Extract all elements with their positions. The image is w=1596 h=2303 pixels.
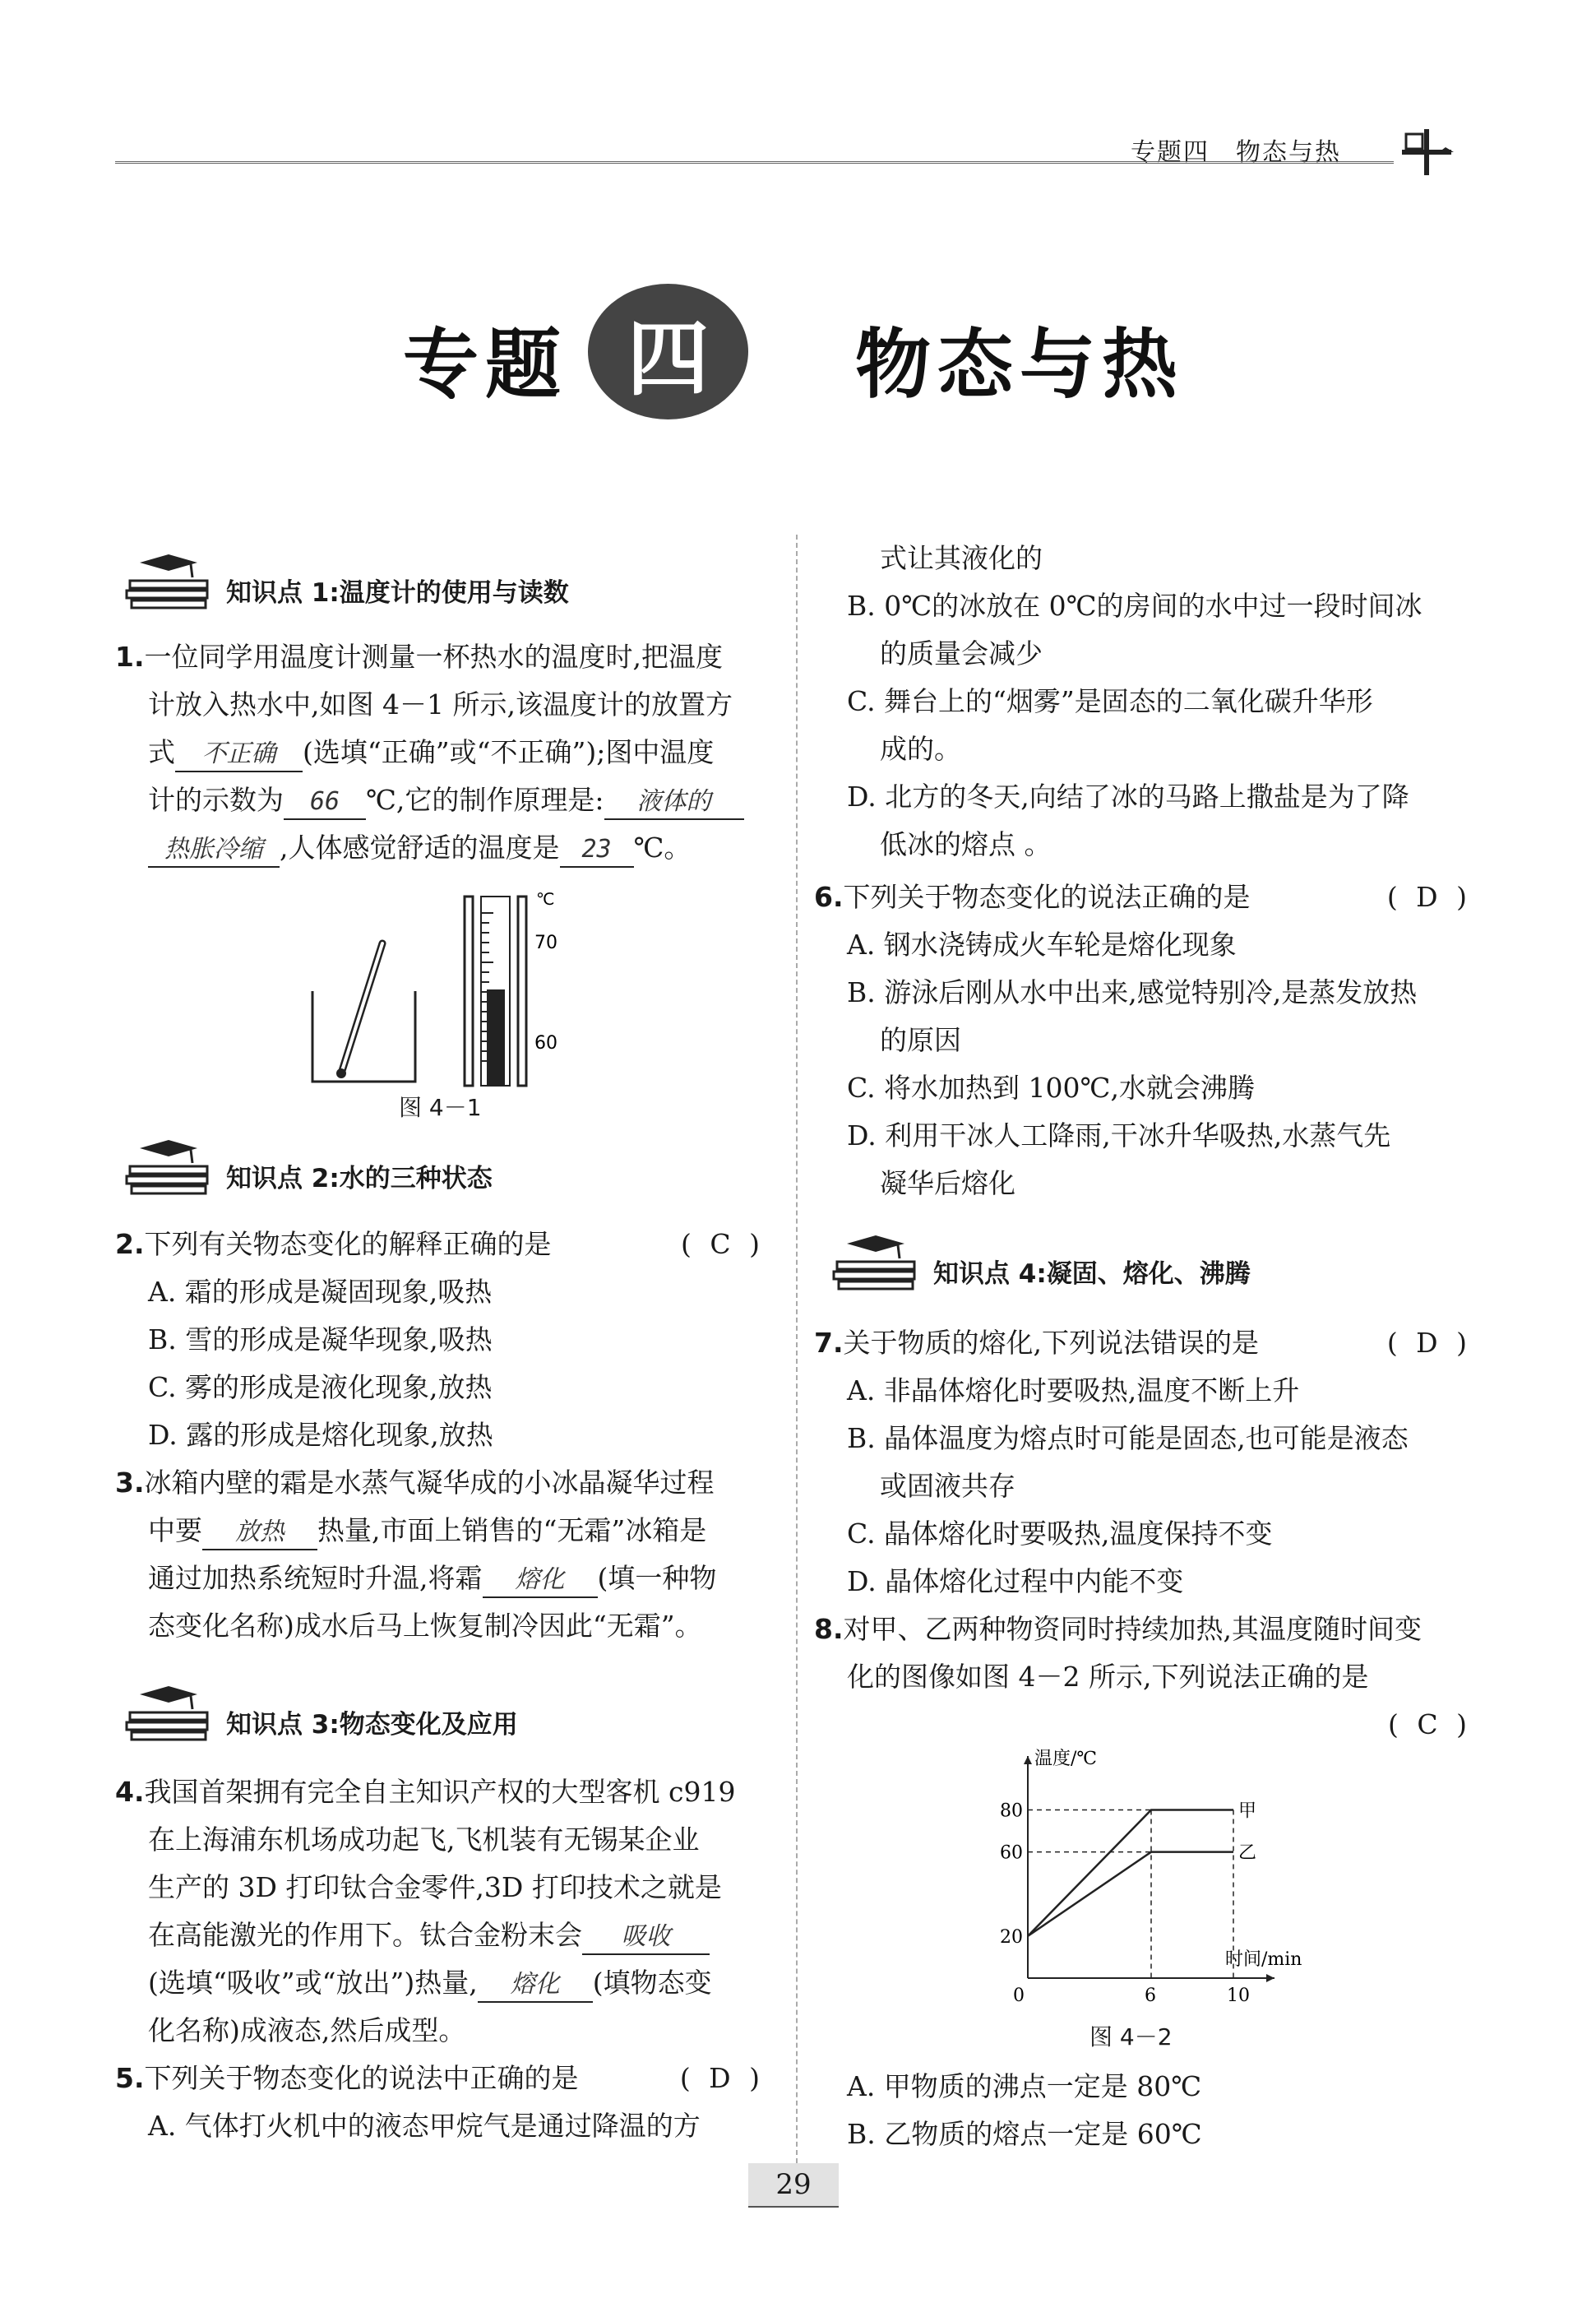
answer-blank-heat[interactable]: 放热 <box>202 1516 317 1550</box>
books-cap-icon <box>123 1684 214 1742</box>
y-tick-label: 20 <box>1000 1926 1023 1948</box>
figure-4-1-caption: 图 4－1 <box>399 1094 482 1121</box>
knowledge-point-title: 知识点 4:凝固、熔化、沸腾 <box>933 1259 1251 1289</box>
knowledge-point-title: 知识点 1:温度计的使用与读数 <box>226 578 569 608</box>
figure-4-1 <box>304 884 666 1098</box>
q3-text: 热量,市面上销售的“无霜”冰箱是 <box>317 1514 707 1546</box>
answer-blank-reading[interactable]: 66 <box>284 785 366 820</box>
question-number: 6. <box>814 881 844 913</box>
q3-line-1 <box>115 1459 715 1507</box>
q2-option-b[interactable]: B. 雪的形成是凝华现象,吸热 <box>148 1323 493 1355</box>
knowledge-point-title: 知识点 3:物态变化及应用 <box>226 1710 518 1740</box>
q5-option-d-cont: 低冰的熔点 。 <box>880 828 1052 860</box>
q6-option-b[interactable]: B. 游泳后刚从水中出来,感觉特别冷,是蒸发放热 <box>847 976 1418 1008</box>
q1-text: (选填“正确”或“不正确”);图中温度 <box>303 736 715 768</box>
q6-option-b-cont: 的原因 <box>880 1024 961 1056</box>
answer-blank-change[interactable]: 熔化 <box>483 1564 598 1598</box>
chapter-title: 物态与热 <box>855 321 1185 409</box>
q8-option-b[interactable]: B. 乙物质的熔点一定是 60℃ <box>847 2118 1202 2150</box>
figure-4-2-caption: 图 4－2 <box>1089 2023 1173 2050</box>
question-number: 3. <box>115 1467 145 1499</box>
q4-text: (选填“吸收”或“放出”)热量, <box>148 1967 478 1999</box>
series-line-jia <box>1028 1810 1233 1936</box>
q6-option-c[interactable]: C. 将水加热到 100℃,水就会沸腾 <box>847 1072 1255 1104</box>
x-tick-label: 10 <box>1227 1986 1250 2006</box>
header-compass-icon <box>1398 127 1455 177</box>
q5-option-b[interactable]: B. 0℃的冰放在 0℃的房间的水中过一段时间冰 <box>847 590 1423 622</box>
column-divider <box>796 535 798 2180</box>
q4-line-5 <box>115 1959 712 2007</box>
q2-option-a[interactable]: A. 霜的形成是凝固现象,吸热 <box>148 1276 493 1308</box>
q2-option-c[interactable]: C. 雾的形成是液化现象,放热 <box>148 1371 493 1403</box>
q8-line-1 <box>814 1606 1422 1653</box>
chapter-title-prefix: 专题 <box>403 321 568 409</box>
q1-line-2: 计放入热水中,如图 4－1 所示,该温度计的放置方 <box>148 688 733 721</box>
q5-option-b-cont: 的质量会减少 <box>880 637 1043 670</box>
answer-blank-principle-1[interactable]: 液体的 <box>604 785 744 820</box>
q2-answer: ( C ) <box>681 1228 765 1260</box>
running-header: 专题四 物态与热 <box>1131 138 1341 167</box>
q4-line-1 <box>115 1768 735 1816</box>
q7-option-b[interactable]: B. 晶体温度为熔点时可能是固态,也可能是液态 <box>847 1422 1409 1454</box>
answer-blank-placement[interactable]: 不正确 <box>175 738 303 772</box>
q2-text: 下列有关物态变化的解释正确的是 <box>144 1228 552 1260</box>
chapter-number-badge: 四 <box>588 284 748 419</box>
q3-line-4: 态变化名称)成水后马上恢复制冷因此“无霜”。 <box>148 1610 702 1642</box>
q7-answer: ( D ) <box>1386 1327 1472 1359</box>
q6-stem <box>814 873 1472 921</box>
q8-answer: ( C ) <box>1388 1708 1472 1740</box>
q4-text: 在高能激光的作用下。钛合金粉末会 <box>148 1919 582 1951</box>
q5-option-a-cont: 式让其液化的 <box>880 542 1043 574</box>
x-axis-arrow <box>1266 1974 1274 1982</box>
books-cap-icon <box>123 1138 214 1196</box>
q6-option-d-cont: 凝华后熔化 <box>880 1167 1015 1199</box>
q5-option-c-cont: 成的。 <box>880 733 961 765</box>
q8-text: 对甲、乙两种物资同时持续加热,其温度随时间变 <box>843 1613 1422 1645</box>
q1-text: 式 <box>148 736 175 768</box>
x-tick-label: 6 <box>1145 1986 1156 2006</box>
q5-answer: ( D ) <box>679 2062 765 2094</box>
question-number: 5. <box>115 2062 145 2094</box>
q7-stem <box>814 1319 1472 1367</box>
q5-option-d[interactable]: D. 北方的冬天,向结了冰的马路上撒盐是为了降 <box>847 781 1409 813</box>
question-number: 1. <box>115 641 145 673</box>
q7-option-b-cont: 或固液共存 <box>880 1470 1015 1502</box>
liquid-column <box>487 989 505 1086</box>
page-number: 29 <box>748 2163 839 2208</box>
answer-blank-comfort[interactable]: 23 <box>560 833 634 868</box>
q5-text: 下列关于物态变化的说法中正确的是 <box>144 2062 579 2094</box>
answer-blank-principle-2[interactable]: 热胀冷缩 <box>148 833 280 868</box>
tick-label-70: 70 <box>534 933 557 953</box>
series-label: 乙 <box>1238 1842 1257 1864</box>
q3-line-2 <box>115 1507 706 1555</box>
books-cap-icon <box>123 553 214 610</box>
y-axis-arrow <box>1024 1756 1032 1764</box>
q1-text: ℃,它的制作原理是: <box>366 784 604 816</box>
figure-4-2-chart <box>978 1748 1340 2019</box>
q8-line-2: 化的图像如图 4－2 所示,下列说法正确的是 <box>847 1661 1369 1693</box>
q6-option-a[interactable]: A. 钢水浇铸成火车轮是熔化现象 <box>847 929 1237 961</box>
q4-line-4 <box>115 1911 710 1959</box>
q7-text: 关于物质的熔化,下列说法错误的是 <box>843 1327 1259 1359</box>
answer-blank-melt[interactable]: 熔化 <box>478 1968 593 2003</box>
q6-answer: ( D ) <box>1386 881 1472 913</box>
q2-option-d[interactable]: D. 露的形成是熔化现象,放热 <box>148 1419 493 1451</box>
q1-line-5 <box>115 824 691 872</box>
q1-text: 一位同学用温度计测量一杯热水的温度时,把温度 <box>144 641 723 673</box>
q4-line-6: 化名称)成液态,然后成型。 <box>148 2014 466 2046</box>
q6-text: 下列关于物态变化的说法正确的是 <box>843 881 1251 913</box>
q1-line-1 <box>115 633 723 681</box>
q5-option-a[interactable]: A. 气体打火机中的液态甲烷气是通过降温的方 <box>148 2110 701 2142</box>
q7-option-c[interactable]: C. 晶体熔化时要吸热,温度保持不变 <box>847 1518 1273 1550</box>
q1-text: 计的示数为 <box>148 784 284 816</box>
q4-line-3: 生产的 3D 打印钛合金零件,3D 打印技术之就是 <box>148 1871 722 1903</box>
q3-text: 冰箱内壁的霜是水蒸气凝华成的小冰晶凝华过程 <box>144 1467 715 1499</box>
y-tick-label: 80 <box>1000 1800 1023 1822</box>
q4-text: 我国首架拥有完全自主知识产权的大型客机 c919 <box>144 1776 736 1808</box>
origin-label: 0 <box>1013 1986 1025 2006</box>
q1-line-3 <box>115 729 714 776</box>
knowledge-point-title: 知识点 2:水的三种状态 <box>226 1164 493 1193</box>
books-cap-icon <box>830 1234 921 1291</box>
q3-line-3 <box>115 1555 716 1602</box>
thermometer-unit: ℃ <box>536 889 555 909</box>
question-number: 8. <box>814 1613 844 1645</box>
q7-option-a[interactable]: A. 非晶体熔化时要吸热,温度不断上升 <box>847 1374 1300 1406</box>
y-axis-label: 温度/℃ <box>1034 1749 1098 1769</box>
q1-text: ℃。 <box>633 832 692 864</box>
answer-blank-absorb[interactable]: 吸收 <box>582 1921 710 1955</box>
q6-option-d[interactable]: D. 利用干冰人工降雨,干冰升华吸热,水蒸气先 <box>847 1119 1391 1152</box>
q3-text: 中要 <box>148 1514 202 1546</box>
q4-line-2: 在上海浦东机场成功起飞,飞机装有无锡某企业 <box>148 1823 700 1856</box>
q7-option-d[interactable]: D. 晶体熔化过程中内能不变 <box>847 1565 1184 1597</box>
y-tick-label: 60 <box>1000 1842 1023 1864</box>
q1-text: ,人体感觉舒适的温度是 <box>280 832 560 864</box>
q3-text: 通过加热系统短时升温,将霜 <box>148 1562 483 1594</box>
q5-option-c[interactable]: C. 舞台上的“烟雾”是固态的二氧化碳升华形 <box>847 685 1373 717</box>
tick-label-60: 60 <box>534 1033 557 1054</box>
q5-stem <box>115 2055 765 2102</box>
q3-text: (填一种物 <box>597 1562 717 1594</box>
series-line-yi <box>1028 1852 1233 1936</box>
question-number: 2. <box>115 1228 145 1260</box>
question-number: 4. <box>115 1776 145 1808</box>
header-rule <box>115 161 1394 164</box>
q2-stem <box>115 1221 765 1268</box>
q4-text: (填物态变 <box>592 1967 712 1999</box>
thermometer-bulb <box>336 1068 346 1078</box>
q8-option-a[interactable]: A. 甲物质的沸点一定是 80℃ <box>847 2070 1202 2102</box>
series-label: 甲 <box>1238 1800 1257 1822</box>
q1-line-4 <box>115 776 744 824</box>
question-number: 7. <box>814 1327 844 1359</box>
x-axis-label: 时间/min <box>1225 1949 1302 1970</box>
